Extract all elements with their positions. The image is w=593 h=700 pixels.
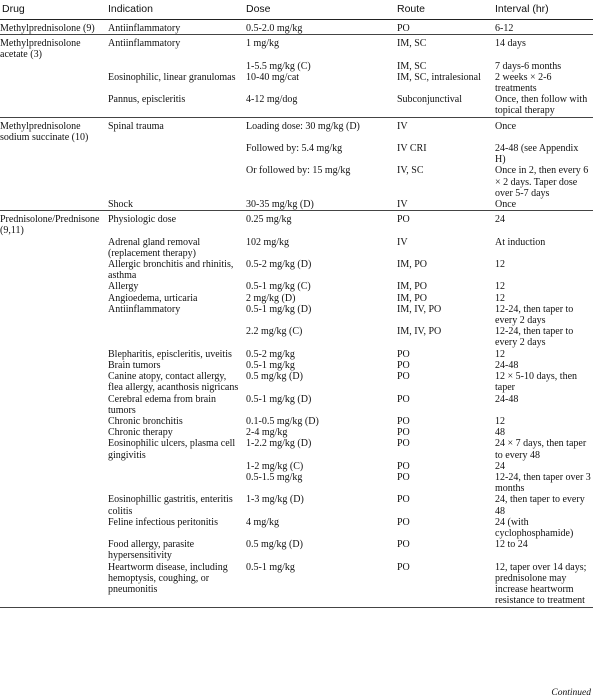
table-row (0, 438, 593, 460)
cell-dose: 10-40 mg/cat (246, 71, 300, 83)
table-row (0, 117, 593, 143)
cell-indication: Adrenal gland removal (replacement therapy) (108, 236, 201, 259)
table-row (0, 211, 593, 237)
cell-dose: 0.5-1.5 mg/kg (246, 471, 303, 483)
cell-drug (0, 562, 106, 608)
cell-interval: 12 to 24 (495, 539, 528, 551)
cell-indication (106, 165, 244, 199)
cell-dose: Followed by: 5.4 mg/kg (246, 143, 343, 155)
cell-interval: 12-24, then taper to every 2 days (495, 326, 574, 349)
table-row (0, 394, 593, 416)
header-route: Route (395, 0, 493, 20)
cell-interval: 12-24, then taper to every 2 days (495, 303, 574, 327)
table-row (0, 360, 593, 371)
cell-route: IV (397, 199, 408, 211)
cell-interval: 24 (with cyclophosphamide) (495, 516, 574, 539)
cell-route: PO (397, 415, 410, 427)
cell-dose: 0.5-2.0 mg/kg (246, 23, 303, 34)
table-row (0, 416, 593, 427)
cell-indication: Allergic bronchitis and rhinitis, asthma (108, 259, 234, 282)
cell-dose: 0.25 mg/kg (244, 211, 395, 237)
cell-interval: 24-48 (see Appendix H) (495, 143, 579, 166)
table-row (0, 165, 593, 199)
cell-dose: 0.1-0.5 mg/kg (D) (246, 415, 319, 427)
cell-drug: Methylprednisolone sodium succinate (10) (0, 117, 106, 143)
cell-dose: 1-5.5 mg/kg (C) (246, 60, 311, 72)
header-indication: Indication (106, 0, 244, 20)
cell-drug: Methylprednisolone (9) (0, 23, 95, 34)
cell-interval: 12-24, then taper over 3 months (495, 471, 591, 495)
table-row (0, 35, 593, 61)
cell-drug (0, 371, 106, 393)
cell-route: PO (397, 348, 410, 360)
cell-drug (0, 281, 106, 292)
cell-dose: 0.5-1 mg/kg (246, 359, 295, 371)
cell-drug (0, 360, 106, 371)
cell-interval: 2 weeks × 2-6 treatments (495, 71, 552, 95)
cell-interval: 24, then taper to every 48 (495, 494, 585, 517)
cell-drug (0, 326, 106, 348)
cell-interval: At induction (495, 236, 546, 248)
cell-interval: 24-48 (495, 359, 519, 371)
cell-drug (0, 472, 106, 494)
header-interval: Interval (hr) (493, 0, 593, 20)
cell-route: PO (395, 211, 493, 237)
cell-route: IM, SC (395, 35, 493, 61)
cell-drug (0, 199, 106, 211)
cell-route: IM, PO (397, 259, 428, 271)
cell-route: IM, PO (397, 281, 428, 293)
table-row (0, 461, 593, 472)
table-row (0, 143, 593, 165)
cell-route: PO (397, 471, 410, 483)
cell-interval: 12 (495, 259, 505, 271)
table-row (0, 237, 593, 259)
cell-interval: 12 (495, 348, 505, 360)
table-row (0, 304, 593, 326)
cell-indication (106, 143, 244, 165)
cell-drug (0, 237, 106, 259)
cell-indication: Physiologic dose (106, 211, 244, 237)
cell-indication (106, 61, 244, 72)
cell-interval: 12 (495, 281, 505, 293)
cell-route: PO (397, 23, 410, 34)
cell-interval: 12, taper over 14 days; prednisolone may increase heartworm resistance to treatment (493, 562, 593, 608)
table-body (0, 20, 593, 608)
cell-dose: 0.5-1 mg/kg (D) (246, 303, 312, 315)
cell-interval: 24 × 7 days, then taper to every 48 (495, 438, 587, 461)
table-row (0, 562, 593, 608)
cell-dose: 1-2 mg/kg (C) (246, 460, 304, 472)
cell-dose: 2.2 mg/kg (C) (246, 326, 303, 338)
cell-route: PO (397, 438, 410, 450)
cell-drug (0, 61, 106, 72)
cell-interval: Once, then follow with topical therapy (495, 94, 588, 117)
cell-interval: 14 days (493, 35, 593, 61)
cell-dose: Or followed by: 15 mg/kg (246, 165, 351, 177)
table-row (0, 349, 593, 360)
cell-route: IM, SC, intralesional (397, 71, 481, 83)
table-row (0, 472, 593, 494)
cell-interval: 12 (495, 292, 505, 304)
cell-indication: Antiinflammatory (106, 35, 244, 61)
cell-dose: 102 mg/kg (246, 236, 290, 248)
cell-interval: Once (495, 199, 517, 211)
header-drug: Drug (0, 0, 106, 20)
cell-route: IV, SC (397, 165, 424, 177)
cell-indication: Pannus, episcleritis (108, 94, 186, 106)
cell-dose: 1-2.2 mg/kg (D) (246, 438, 312, 450)
table-row (0, 20, 593, 35)
table-row (0, 61, 593, 72)
cell-indication (106, 326, 244, 348)
table-row (0, 199, 593, 211)
cell-indication: Cerebral edema from brain tumors (108, 393, 217, 416)
cell-route: PO (397, 427, 410, 439)
table-row (0, 494, 593, 516)
cell-indication: Antiinflammatory (108, 23, 181, 34)
cell-route: PO (397, 371, 410, 383)
cell-interval: 24 (495, 460, 505, 472)
cell-drug (0, 143, 106, 165)
cell-indication: Eosinophilic ulcers, plasma cell gingivitis (108, 438, 236, 461)
cell-dose: 0.5 mg/kg (D) (246, 371, 303, 383)
cell-route: IM, IV, PO (397, 326, 442, 338)
cell-route: PO (397, 359, 410, 371)
cell-dose: 4-12 mg/dog (246, 94, 298, 106)
cell-interval: Once (493, 117, 593, 143)
table-row (0, 259, 593, 281)
cell-indication: Brain tumors (108, 359, 161, 371)
cell-drug (0, 293, 106, 304)
table-header-row (0, 0, 593, 20)
table-row (0, 539, 593, 561)
cell-dose: 30-35 mg/kg (D) (246, 199, 314, 211)
cell-interval: 6-12 (495, 23, 514, 34)
cell-indication: Angioedema, urticaria (108, 292, 198, 304)
cell-indication: Allergy (108, 281, 139, 293)
cell-dose: 4 mg/kg (246, 516, 280, 528)
cell-drug (0, 394, 106, 416)
cell-interval: 24 (493, 211, 593, 237)
cell-route: IV (395, 117, 493, 143)
continued-note: Continued (551, 688, 591, 698)
cell-route: IM, IV, PO (397, 303, 442, 315)
cell-indication: Chronic therapy (108, 427, 173, 439)
cell-route: IM, PO (397, 292, 428, 304)
cell-dose: 1 mg/kg (244, 35, 395, 61)
table-row (0, 72, 593, 94)
table-row (0, 371, 593, 393)
cell-route: PO (397, 460, 410, 472)
cell-route: IV CRI (397, 143, 427, 155)
cell-drug (0, 165, 106, 199)
cell-route: PO (397, 539, 410, 551)
cell-route: PO (397, 393, 410, 405)
cell-route: PO (395, 562, 493, 608)
cell-dose: 0.5-1 mg/kg (D) (246, 393, 312, 405)
cell-dose: 0.5-2 mg/kg (D) (246, 259, 312, 271)
cell-drug (0, 72, 106, 94)
table-row (0, 281, 593, 292)
cell-indication: Shock (108, 199, 133, 211)
cell-indication: Eosinophillic gastritis, enteritis colitis (108, 494, 233, 517)
cell-dose: Loading dose: 30 mg/kg (D) (244, 117, 395, 143)
cell-indication: Blepharitis, episcleritis, uveitis (108, 348, 232, 360)
cell-dose: 0.5-1 mg/kg (244, 562, 395, 608)
cell-interval: 12 (495, 415, 505, 427)
cell-interval: 7 days-6 months (495, 60, 562, 72)
cell-drug: Prednisolone/Prednisone (9,11) (0, 211, 106, 237)
cell-interval: 48 (495, 427, 505, 439)
cell-indication: Chronic bronchitis (108, 415, 183, 427)
cell-indication (106, 472, 244, 494)
cell-indication: Feline infectious peritonitis (108, 516, 218, 528)
cell-dose: 2 mg/kg (D) (246, 292, 296, 304)
cell-drug (0, 94, 106, 117)
cell-drug (0, 259, 106, 281)
table-row (0, 517, 593, 539)
cell-route: IV (397, 236, 408, 248)
cell-dose: 0.5-1 mg/kg (C) (246, 281, 311, 293)
cell-indication: Spinal trauma (106, 117, 244, 143)
cell-drug (0, 494, 106, 516)
cell-drug (0, 517, 106, 539)
cell-drug (0, 438, 106, 460)
cell-drug (0, 539, 106, 561)
cell-indication: Canine atopy, contact allergy, flea allergy, acanthosis nigricans (108, 371, 239, 394)
cell-indication: Eosinophilic, linear granulomas (108, 71, 236, 83)
cell-indication: Food allergy, parasite hypersensitivity (108, 539, 195, 562)
cell-route: PO (397, 516, 410, 528)
cell-dose: 1-3 mg/kg (D) (246, 494, 304, 506)
cell-dose: 0.5 mg/kg (D) (246, 539, 303, 551)
cell-route: PO (397, 494, 410, 506)
cell-dose: 2-4 mg/kg (246, 427, 288, 439)
cell-interval: 12 × 5-10 days, then taper (495, 371, 578, 394)
cell-drug (0, 427, 106, 438)
cell-indication (106, 461, 244, 472)
cell-route: Subconjunctival (397, 94, 462, 106)
cell-drug (0, 461, 106, 472)
cell-dose: 0.5-2 mg/kg (246, 348, 295, 360)
cell-drug (0, 304, 106, 326)
header-dose: Dose (244, 0, 395, 20)
cell-indication: Antiinflammatory (108, 303, 181, 315)
cell-interval: 24-48 (495, 393, 519, 405)
table-row (0, 326, 593, 348)
cell-drug: Methylprednisolone acetate (3) (0, 35, 106, 61)
cell-indication: Heartworm disease, including hemoptysis, coughing, or pneumonitis (106, 562, 244, 608)
cell-route: IM, SC (397, 60, 427, 72)
cell-interval: Once in 2, then every 6 × 2 days. Taper dose over 5-7 days (495, 165, 589, 199)
cell-drug (0, 416, 106, 427)
table-row (0, 94, 593, 117)
table-row (0, 427, 593, 438)
cell-drug (0, 349, 106, 360)
table-row (0, 293, 593, 304)
